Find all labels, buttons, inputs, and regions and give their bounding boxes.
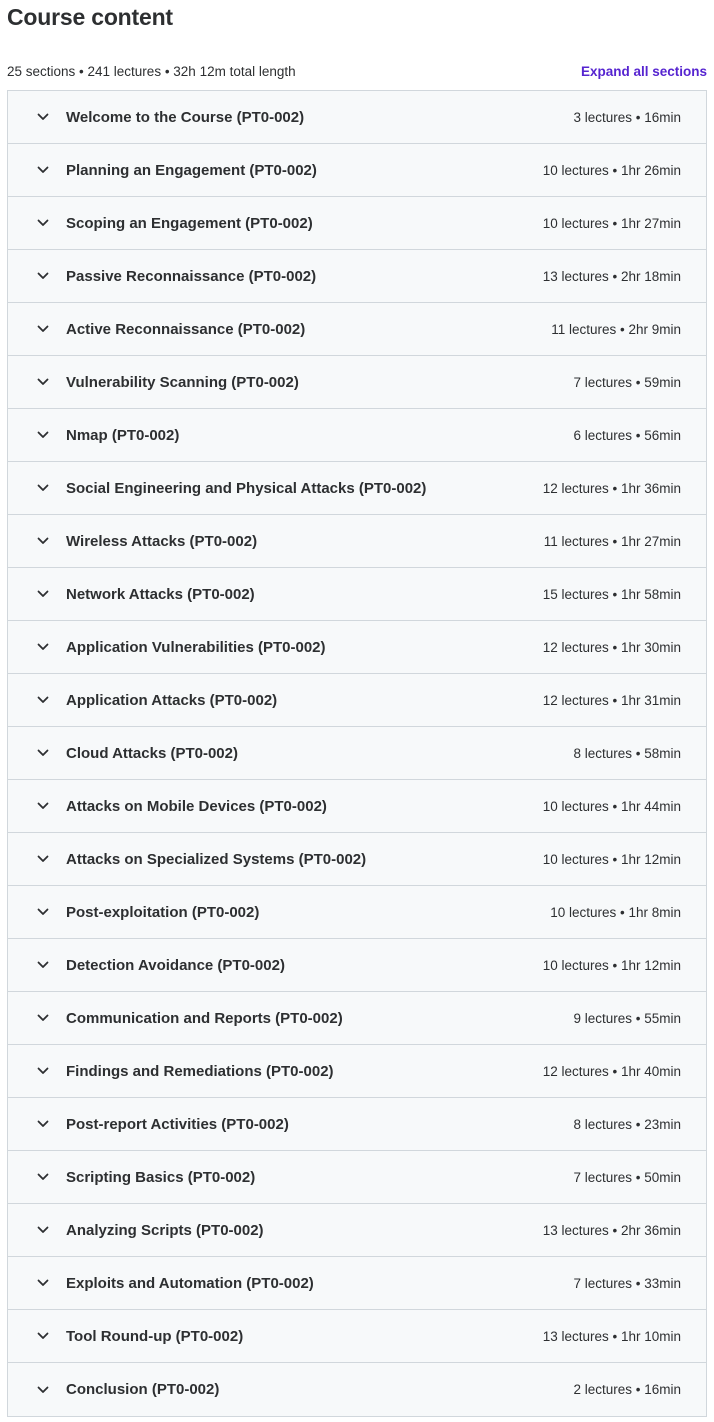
section-meta: 13 lectures • 2hr 36min <box>542 1222 681 1238</box>
section-row[interactable] <box>8 886 706 939</box>
section-row[interactable] <box>8 1204 706 1257</box>
section-title: Findings and Remediations (PT0-002) <box>66 1062 334 1080</box>
section-row[interactable] <box>8 144 706 197</box>
chevron-down-icon <box>37 270 49 282</box>
section-meta: 10 lectures • 1hr 27min <box>542 215 681 231</box>
section-meta: 6 lectures • 56min <box>573 427 681 443</box>
section-title: Social Engineering and Physical Attacks (PT0-002) <box>66 479 427 497</box>
section-row[interactable] <box>8 939 706 992</box>
section-title: Welcome to the Course (PT0-002) <box>66 108 305 126</box>
section-row[interactable] <box>8 1151 706 1204</box>
section-title: Exploits and Automation (PT0-002) <box>66 1274 314 1292</box>
chevron-down-icon <box>37 906 49 918</box>
chevron-down-icon <box>37 853 49 865</box>
section-title: Post-report Activities (PT0-002) <box>66 1115 289 1133</box>
section-row[interactable] <box>8 197 706 250</box>
section-title: Conclusion (PT0-002) <box>66 1381 220 1398</box>
section-title: Network Attacks (PT0-002) <box>66 585 255 603</box>
section-meta: 10 lectures • 1hr 12min <box>542 957 681 973</box>
section-meta: 3 lectures • 16min <box>573 109 681 125</box>
section-row[interactable] <box>8 1257 706 1310</box>
section-title: Vulnerability Scanning (PT0-002) <box>66 373 299 391</box>
chevron-down-icon <box>37 1384 49 1396</box>
section-row[interactable] <box>8 303 706 356</box>
chevron-down-icon <box>37 429 49 441</box>
section-meta: 13 lectures • 1hr 10min <box>542 1328 681 1344</box>
chevron-down-icon <box>37 1012 49 1024</box>
chevron-down-icon <box>37 1277 49 1289</box>
chevron-down-icon <box>37 1171 49 1183</box>
chevron-down-icon <box>37 217 49 229</box>
section-meta: 8 lectures • 58min <box>573 745 681 761</box>
section-title: Wireless Attacks (PT0-002) <box>66 532 258 550</box>
section-row[interactable] <box>8 1310 706 1363</box>
section-row[interactable] <box>8 250 706 303</box>
section-title: Application Vulnerabilities (PT0-002) <box>66 638 326 656</box>
section-meta: 12 lectures • 1hr 31min <box>542 692 681 708</box>
section-row[interactable] <box>8 833 706 886</box>
chevron-down-icon <box>37 111 49 123</box>
section-meta: 15 lectures • 1hr 58min <box>542 586 681 602</box>
chevron-down-icon <box>37 482 49 494</box>
section-title: Attacks on Specialized Systems (PT0-002) <box>66 850 367 868</box>
section-title: Attacks on Mobile Devices (PT0-002) <box>66 797 327 815</box>
expand-all-sections-button[interactable]: Expand all sections <box>580 63 707 79</box>
section-meta: 8 lectures • 23min <box>573 1116 681 1132</box>
section-meta: 13 lectures • 2hr 18min <box>542 268 681 284</box>
section-meta: 12 lectures • 1hr 40min <box>542 1063 681 1079</box>
course-summary-bar <box>7 62 707 80</box>
section-title: Planning an Engagement (PT0-002) <box>66 161 317 179</box>
section-meta: 7 lectures • 50min <box>573 1169 681 1185</box>
section-title: Scoping an Engagement (PT0-002) <box>66 214 313 232</box>
chevron-down-icon <box>37 588 49 600</box>
section-row[interactable] <box>8 356 706 409</box>
section-row[interactable] <box>8 674 706 727</box>
section-meta: 12 lectures • 1hr 30min <box>542 639 681 655</box>
course-summary: 25 sections • 241 lectures • 32h 12m total length <box>7 63 296 79</box>
chevron-down-icon <box>37 747 49 759</box>
chevron-down-icon <box>37 1224 49 1236</box>
section-row[interactable] <box>8 1363 706 1416</box>
section-title: Post-exploitation (PT0-002) <box>66 903 260 921</box>
section-meta: 11 lectures • 2hr 9min <box>551 321 681 337</box>
section-row[interactable] <box>8 462 706 515</box>
chevron-down-icon <box>37 1330 49 1342</box>
chevron-down-icon <box>37 959 49 971</box>
section-meta: 7 lectures • 59min <box>573 374 681 390</box>
section-meta: 12 lectures • 1hr 36min <box>542 480 681 496</box>
section-meta: 10 lectures • 1hr 44min <box>542 798 681 814</box>
section-row[interactable] <box>8 727 706 780</box>
section-meta: 10 lectures • 1hr 8min <box>550 904 681 920</box>
section-list <box>7 90 707 1417</box>
section-title: Active Reconnaissance (PT0-002) <box>66 320 306 338</box>
section-row[interactable] <box>8 1045 706 1098</box>
section-row[interactable] <box>8 515 706 568</box>
section-title: Passive Reconnaissance (PT0-002) <box>66 267 317 285</box>
section-meta: 9 lectures • 55min <box>573 1010 681 1026</box>
chevron-down-icon <box>37 641 49 653</box>
section-row[interactable] <box>8 992 706 1045</box>
chevron-down-icon <box>37 1118 49 1130</box>
section-title: Nmap (PT0-002) <box>66 426 180 444</box>
section-title: Analyzing Scripts (PT0-002) <box>66 1221 264 1239</box>
section-meta: 7 lectures • 33min <box>573 1275 681 1291</box>
page-title: Course content <box>7 4 173 30</box>
section-title: Cloud Attacks (PT0-002) <box>66 744 238 762</box>
section-row[interactable] <box>8 91 706 144</box>
section-title: Scripting Basics (PT0-002) <box>66 1168 256 1186</box>
section-title: Detection Avoidance (PT0-002) <box>66 956 285 974</box>
section-title: Communication and Reports (PT0-002) <box>66 1009 343 1027</box>
section-row[interactable] <box>8 780 706 833</box>
section-row[interactable] <box>8 1098 706 1151</box>
section-row[interactable] <box>8 621 706 674</box>
section-meta: 10 lectures • 1hr 12min <box>542 851 681 867</box>
chevron-down-icon <box>37 323 49 335</box>
chevron-down-icon <box>37 694 49 706</box>
chevron-down-icon <box>37 376 49 388</box>
section-meta: 2 lectures • 16min <box>573 1382 681 1397</box>
section-meta: 11 lectures • 1hr 27min <box>543 533 681 549</box>
chevron-down-icon <box>37 535 49 547</box>
section-title: Application Attacks (PT0-002) <box>66 691 278 709</box>
section-title: Tool Round-up (PT0-002) <box>66 1327 244 1345</box>
chevron-down-icon <box>37 164 49 176</box>
chevron-down-icon <box>37 800 49 812</box>
section-meta: 10 lectures • 1hr 26min <box>542 162 681 178</box>
chevron-down-icon <box>37 1065 49 1077</box>
section-row[interactable] <box>8 409 706 462</box>
section-row[interactable] <box>8 568 706 621</box>
